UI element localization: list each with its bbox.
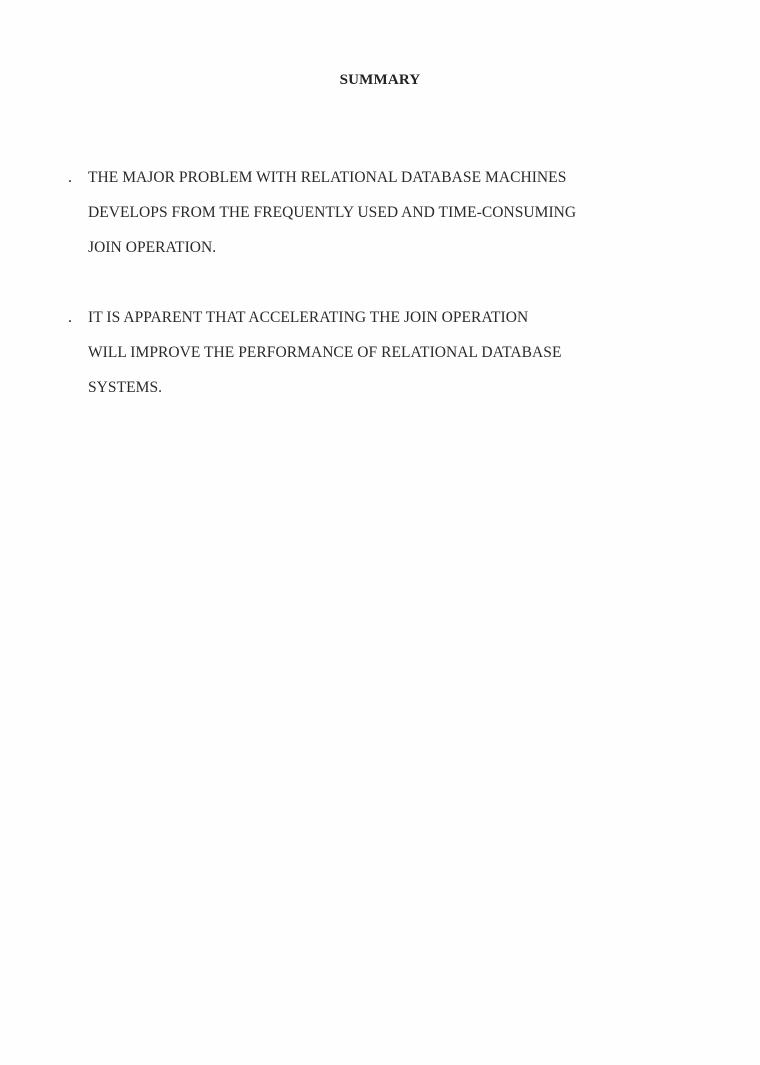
- bullet-line: SYSTEMS.: [88, 379, 163, 396]
- bullet-line: IT IS APPARENT THAT ACCELERATING THE JOIN OPERATION: [88, 309, 529, 326]
- page-title: SUMMARY: [339, 72, 421, 88]
- bullet-text: [88, 160, 688, 265]
- bullet-line: JOIN OPERATION.: [88, 239, 217, 256]
- summary-bullet-1: [68, 160, 688, 265]
- bullet-line: DEVELOPS FROM THE FREQUENTLY USED AND TIME-CONSUMING: [88, 204, 577, 221]
- summary-bullet-2: [68, 300, 688, 405]
- bullet-marker: .: [68, 309, 72, 326]
- bullet-marker: .: [68, 169, 72, 186]
- bullet-line: WILL IMPROVE THE PERFORMANCE OF RELATIONAL DATABASE: [88, 344, 562, 361]
- bullet-text: [88, 300, 688, 405]
- bullet-line: THE MAJOR PROBLEM WITH RELATIONAL DATABASE MACHINES: [88, 169, 567, 186]
